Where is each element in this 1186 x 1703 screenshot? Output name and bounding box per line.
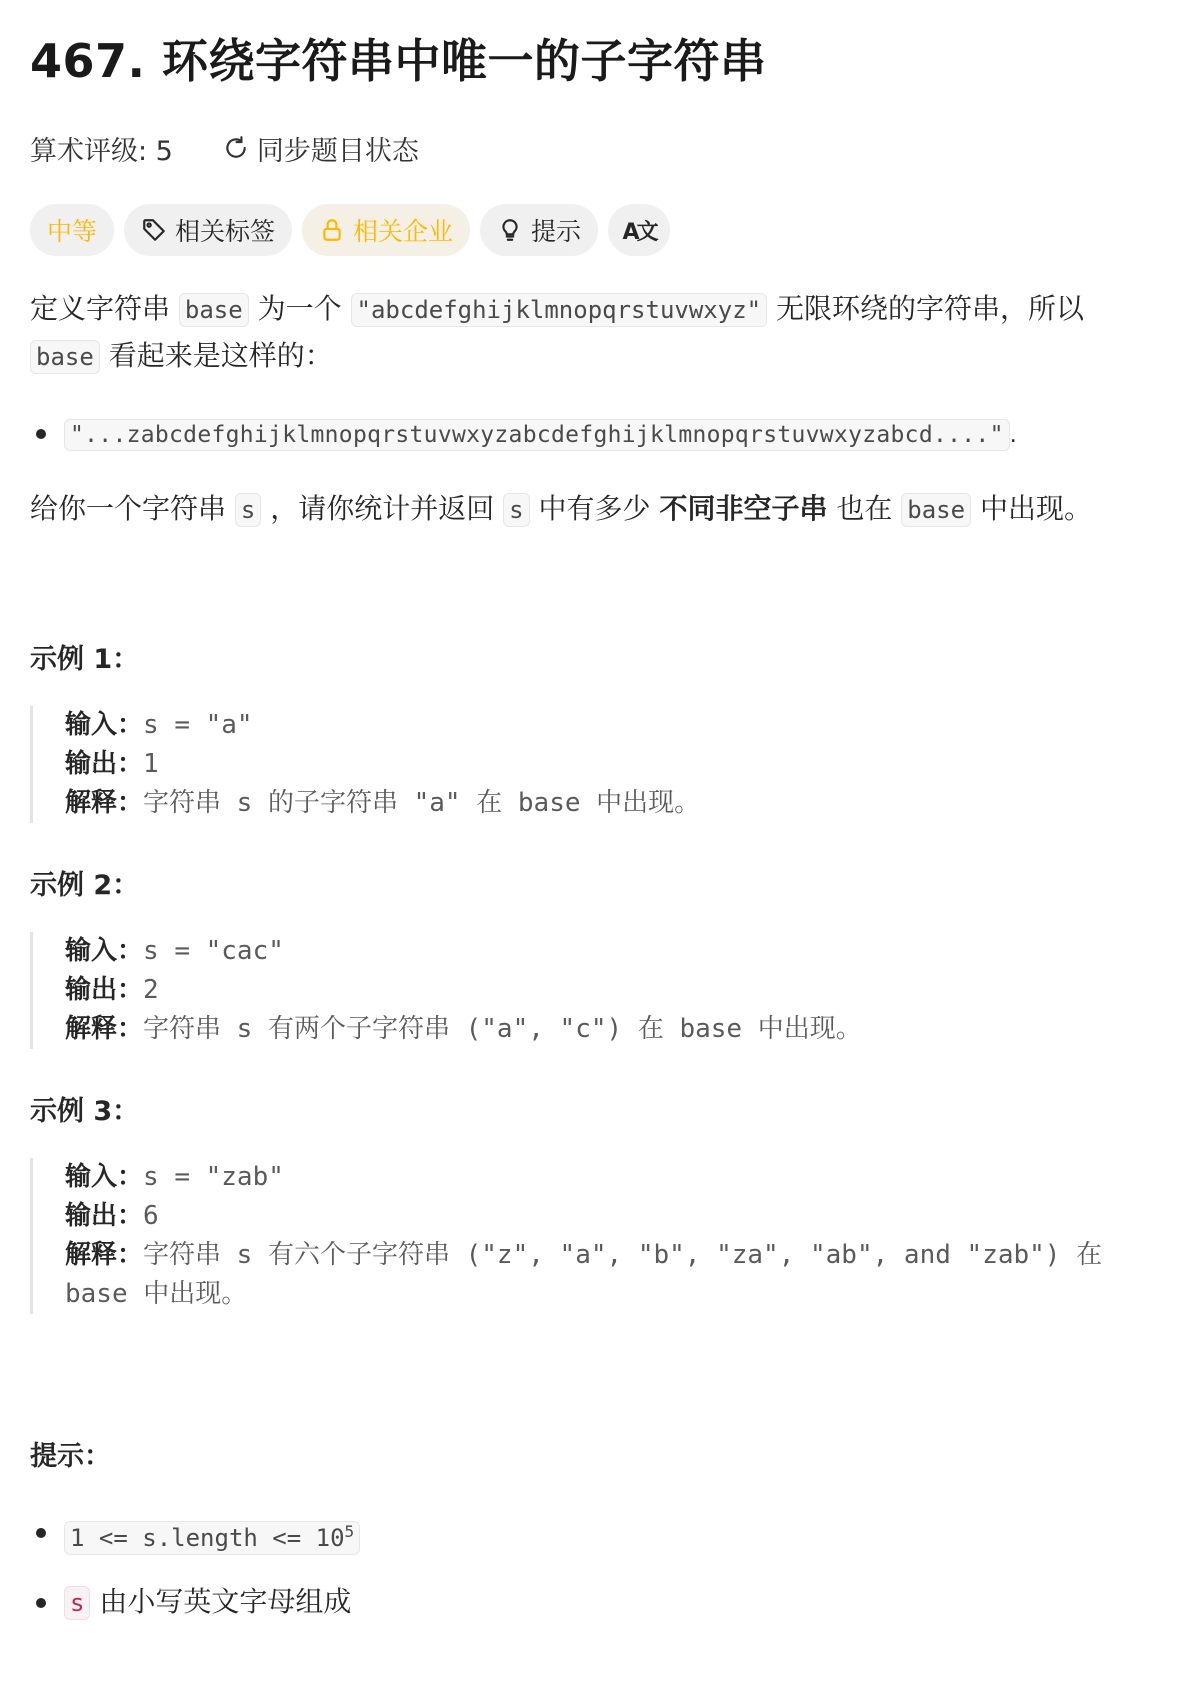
text: . bbox=[1009, 423, 1017, 448]
text: ，请你统计并返回 bbox=[261, 492, 504, 525]
sync-status-button[interactable] bbox=[223, 129, 419, 168]
description-paragraph-1 bbox=[30, 286, 1156, 380]
difficulty-label: 中等 bbox=[47, 217, 98, 246]
constraints-title: 提示： bbox=[30, 1441, 111, 1472]
text: 为一个 bbox=[248, 292, 351, 325]
output-label: 输出： bbox=[65, 749, 144, 779]
base-example-list bbox=[30, 410, 1156, 458]
explain-value: 字符串 s 的子字符串 "a" 在 base 中出现。 bbox=[143, 788, 701, 818]
input-value: s = "zab" bbox=[143, 1162, 284, 1192]
lock-icon bbox=[319, 217, 345, 243]
example-title: 示例 2： bbox=[30, 870, 140, 901]
lightbulb-icon bbox=[497, 217, 523, 243]
example-title: 示例 3： bbox=[30, 1096, 140, 1127]
list-item bbox=[30, 1509, 1156, 1561]
inline-code: "abcdefghijklmnopqrstuvwxyz" bbox=[351, 293, 768, 327]
sync-label: 同步题目状态 bbox=[256, 135, 419, 167]
input-label: 输入： bbox=[65, 936, 144, 966]
explain-label: 解释： bbox=[65, 788, 144, 818]
constraints-list bbox=[30, 1509, 1156, 1626]
related-companies-label: 相关企业 bbox=[353, 217, 454, 246]
description-paragraph-2 bbox=[30, 486, 1156, 533]
tag-icon bbox=[141, 217, 167, 243]
output-value: 1 bbox=[143, 749, 159, 779]
input-label: 输入： bbox=[65, 1162, 144, 1192]
inline-code: base bbox=[901, 493, 971, 527]
inline-code: s bbox=[503, 493, 529, 527]
related-tags-button[interactable] bbox=[124, 204, 292, 256]
translate-button[interactable] bbox=[608, 204, 670, 256]
input-value: s = "cac" bbox=[143, 936, 284, 966]
input-value: s = "a" bbox=[143, 710, 253, 740]
text: 给你一个字符串 bbox=[30, 492, 235, 525]
related-companies-button[interactable] bbox=[302, 204, 470, 256]
tag-bar bbox=[30, 204, 1156, 256]
inline-code: s bbox=[235, 493, 261, 527]
explain-label: 解释： bbox=[65, 1014, 144, 1044]
text: 看起来是这样的： bbox=[99, 339, 333, 372]
list-item bbox=[30, 410, 1156, 458]
output-value: 2 bbox=[143, 975, 159, 1005]
meta-row bbox=[30, 128, 1156, 168]
superscript: 5 bbox=[344, 1522, 355, 1541]
page-title: 467. 环绕字符串中唯一的子字符串 bbox=[30, 34, 767, 88]
output-value: 6 bbox=[143, 1201, 159, 1231]
text: 中出现。 bbox=[971, 492, 1092, 525]
text: 无限环绕的字符串，所以 bbox=[767, 292, 1084, 325]
text: 中有多少 bbox=[529, 492, 660, 525]
inline-code bbox=[64, 1521, 360, 1555]
translate-icon: A文 bbox=[622, 219, 656, 245]
rating-label: 算术评级: 5 bbox=[30, 135, 173, 167]
text: 定义字符串 bbox=[30, 292, 179, 325]
example-block bbox=[30, 1158, 1156, 1314]
related-tags-label: 相关标签 bbox=[175, 217, 276, 246]
inline-code: base bbox=[30, 340, 100, 374]
explain-value: 字符串 s 有两个子字符串 ("a", "c") 在 base 中出现。 bbox=[143, 1014, 862, 1044]
text: 也在 bbox=[827, 492, 902, 525]
refresh-icon bbox=[223, 135, 249, 161]
inline-code: "...zabcdefghijklmnopqrstuvwxyzabcdefghijklmnopqrstuvwxyzabcd...." bbox=[64, 419, 1010, 451]
explain-value: 字符串 s 有六个子字符串 ("z", "a", "b", "za", "ab", and "zab") 在 base 中出现。 bbox=[65, 1240, 1118, 1309]
hint-label: 提示 bbox=[531, 217, 582, 246]
example-title: 示例 1： bbox=[30, 644, 140, 675]
example-block bbox=[30, 706, 1156, 823]
explain-label: 解释： bbox=[65, 1240, 144, 1270]
bold-text: 不同非空子串 bbox=[659, 492, 828, 525]
text: 由小写英文字母组成 bbox=[90, 1585, 352, 1618]
hint-button[interactable] bbox=[480, 204, 598, 256]
list-item bbox=[30, 1579, 1156, 1626]
example-block bbox=[30, 932, 1156, 1049]
output-label: 输出： bbox=[65, 1201, 144, 1231]
difficulty-badge[interactable] bbox=[30, 204, 114, 256]
output-label: 输出： bbox=[65, 975, 144, 1005]
inline-code: base bbox=[179, 293, 249, 327]
constraint-text: 1 <= s.length <= 10 bbox=[70, 1524, 345, 1552]
input-label: 输入： bbox=[65, 710, 144, 740]
inline-code: s bbox=[64, 1586, 90, 1620]
